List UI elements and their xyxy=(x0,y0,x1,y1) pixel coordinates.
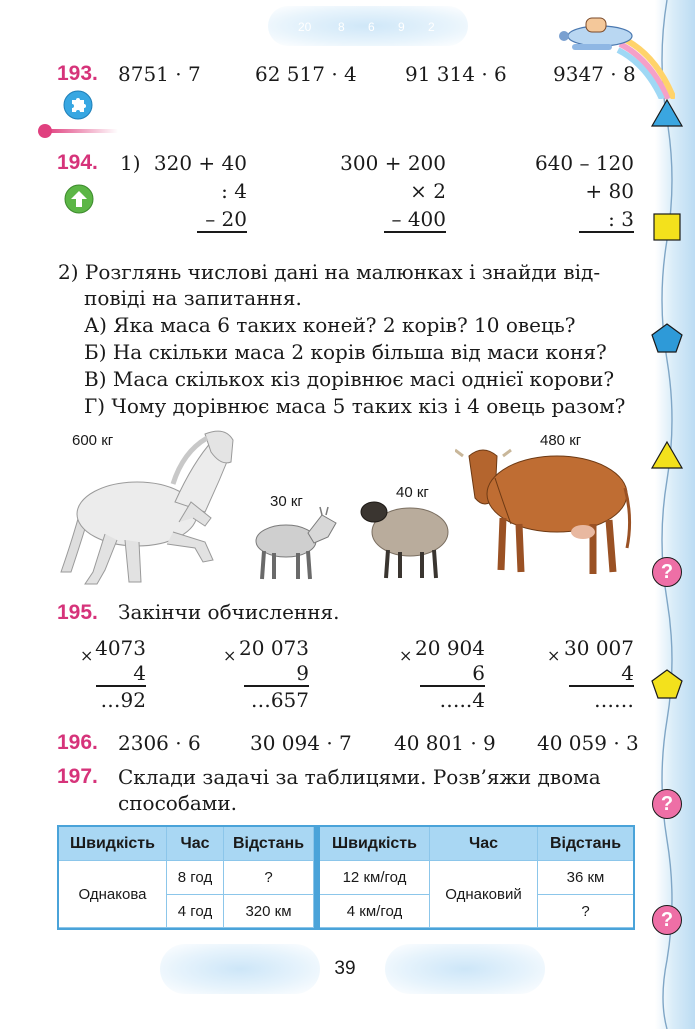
part2-line: повіді на запитання. xyxy=(84,286,302,310)
pink-line xyxy=(46,129,118,133)
chain2-line: × 2 xyxy=(410,179,446,203)
multiply-sign: × xyxy=(547,646,561,665)
cloud-digit: 2 xyxy=(428,20,435,34)
ex195-result: …… xyxy=(594,688,634,712)
sheep-image xyxy=(358,492,453,582)
ex196-item: 30 094 · 7 xyxy=(250,731,352,755)
table-cell: 36 км xyxy=(538,861,633,895)
chain1-line: – 20 xyxy=(205,207,247,231)
chain3-line: : 3 xyxy=(608,207,634,231)
triangle-icon xyxy=(650,440,684,470)
ex195-mult: 9 xyxy=(296,661,309,685)
table-header: Час xyxy=(430,827,538,861)
underline xyxy=(569,685,634,687)
square-icon xyxy=(652,212,682,242)
question-d: Г) Чому дорівнює маса 5 таких кіз і 4 овець разом? xyxy=(84,394,626,418)
ex196-item: 2306 · 6 xyxy=(118,731,201,755)
question-a: А) Яка маса 6 таких коней? 2 корів? 10 овець? xyxy=(84,313,576,337)
ex193-item: 91 314 · 6 xyxy=(405,62,507,86)
underline xyxy=(244,685,309,687)
table-header: Швидкість xyxy=(320,827,430,861)
underline xyxy=(197,231,247,233)
chain2-line: – 400 xyxy=(391,207,446,231)
underline xyxy=(579,231,634,233)
chain1-line: 320 + 40 xyxy=(153,151,247,175)
table-cell: ? xyxy=(224,861,314,895)
table-cell: ? xyxy=(538,895,633,928)
top-cloud xyxy=(268,6,468,46)
chain2-line: 300 + 200 xyxy=(340,151,446,175)
chain1-line: : 4 xyxy=(221,179,247,203)
exercise-193-number: 193. xyxy=(57,62,98,85)
question-icon: ? xyxy=(652,557,682,587)
table-header: Час xyxy=(167,827,224,861)
margin-curve xyxy=(645,0,695,1029)
chain3-line: 640 – 120 xyxy=(534,151,634,175)
bottom-cloud xyxy=(160,944,320,994)
ex193-item: 9347 · 8 xyxy=(553,62,636,86)
ex195-top: 4073 xyxy=(95,636,146,660)
exercise-195-number: 195. xyxy=(57,601,98,624)
pentagon-icon xyxy=(650,322,684,354)
underline xyxy=(96,685,146,687)
ex195-result: …92 xyxy=(100,688,146,712)
cloud-digit: 9 xyxy=(398,20,405,34)
ex197-line: способами. xyxy=(118,791,238,815)
puzzle-icon xyxy=(63,90,93,120)
ex195-top: 30 007 xyxy=(564,636,634,660)
underline xyxy=(384,231,446,233)
pentagon-icon xyxy=(650,668,684,700)
table-header: Відстань xyxy=(224,827,314,861)
goat-weight-label: 30 кг xyxy=(270,493,303,510)
ex195-title: Закінчи обчислення. xyxy=(118,600,340,624)
cow-weight-label: 480 кг xyxy=(540,432,582,449)
ex196-item: 40 801 · 9 xyxy=(394,731,496,755)
cloud-digit: 6 xyxy=(368,20,375,34)
cloud-digit: 8 xyxy=(338,20,345,34)
table-cell: 4 год xyxy=(167,895,224,928)
ex193-item: 8751 · 7 xyxy=(118,62,201,86)
table-cell: 4 км/год xyxy=(320,895,430,928)
bottom-cloud xyxy=(385,944,545,994)
horse-image xyxy=(55,422,240,587)
table-cell: Однакова xyxy=(59,861,167,928)
question-c: В) Маса скількох кіз дорівнює масі однієї корови? xyxy=(84,367,615,391)
ex195-mult: 4 xyxy=(621,661,634,685)
ex195-top: 20 073 xyxy=(239,636,309,660)
ex197-line: Склади задачі за таблицями. Розв’яжи двома xyxy=(118,765,601,789)
table-cell: 12 км/год xyxy=(320,861,430,895)
cow-image xyxy=(455,438,635,580)
ex195-result: …657 xyxy=(250,688,309,712)
table-cell: 320 км xyxy=(224,895,314,928)
question-b: Б) На скільки маса 2 корів більша від маси коня? xyxy=(84,340,607,364)
exercise-196-number: 196. xyxy=(57,731,98,754)
exercise-197-number: 197. xyxy=(57,765,98,788)
data-table xyxy=(57,825,635,930)
cloud-digit: 20 xyxy=(298,20,312,34)
exercise-194-number: 194. xyxy=(57,151,98,174)
multiply-sign: × xyxy=(80,646,94,665)
table-header: Швидкість xyxy=(59,827,167,861)
table-header: Відстань xyxy=(538,827,633,861)
question-icon: ? xyxy=(652,905,682,935)
part2-line: 2) Розглянь числові дані на малюнках і знайди від- xyxy=(58,260,601,284)
ex193-item: 62 517 · 4 xyxy=(255,62,357,86)
up-arrow-icon xyxy=(64,184,94,214)
triangle-icon xyxy=(650,98,684,128)
ex196-item: 40 059 · 3 xyxy=(537,731,639,755)
ex195-top: 20 904 xyxy=(415,636,485,660)
part1-label: 1) xyxy=(120,151,141,175)
sheep-weight-label: 40 кг xyxy=(396,484,429,501)
horse-weight-label: 600 кг xyxy=(72,432,114,449)
ex195-result: …..4 xyxy=(439,688,485,712)
ex195-mult: 4 xyxy=(133,661,146,685)
multiply-sign: × xyxy=(399,646,413,665)
table-cell: 8 год xyxy=(167,861,224,895)
goat-image xyxy=(250,505,340,583)
table-cell: Однаковий xyxy=(430,861,538,928)
underline xyxy=(420,685,485,687)
chain3-line: + 80 xyxy=(585,179,634,203)
ex195-mult: 6 xyxy=(472,661,485,685)
multiply-sign: × xyxy=(223,646,237,665)
question-icon: ? xyxy=(652,789,682,819)
page-number: 39 xyxy=(334,958,356,979)
